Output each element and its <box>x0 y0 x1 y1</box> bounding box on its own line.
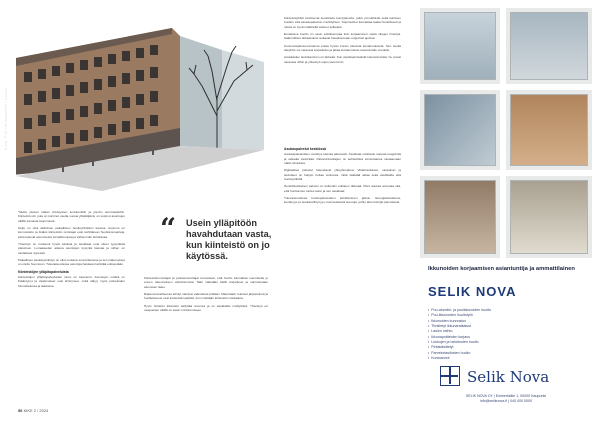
paragraph: Kiinteistöjen ylläpitopalveluiden tarve on kasvanut. Asuntojen määrä on lisääntynyt ja vaatimukset ovat kiristyneet, mikä näkyy myös palveluiden hinnoittelussa ja laadussa. <box>18 275 125 288</box>
list-item: • Puu-ikkunoiden huoltotyöt <box>428 313 588 318</box>
pull-quote <box>160 214 278 270</box>
article-column-2 <box>144 276 268 315</box>
ad-title: Ikkunoiden korjaamisen asiantuntija ja ammattilainen <box>428 266 575 272</box>
window-photo <box>506 90 592 170</box>
list-item: • Ikkunapuitteiden korjaus <box>428 335 588 340</box>
contact-line: SELIK NOVA OY | Esimerkkitie 1, 00000 Kaupunki <box>465 394 547 398</box>
list-item: • Lukkojen ja heloitusten huolto <box>428 340 588 345</box>
publication-name: KIKE 2 / 2024 <box>23 408 49 413</box>
list-item: • Lasien vaihto <box>428 329 588 334</box>
paragraph: Kiinteistöyhtiöt tarvitsevat luotettavia kumppaneita, jotka ymmärtävät sekä teknisen huollon että asukaspalvelun merkityksen. Sopimukset kannattaa laatia huolellisesti ja niissä on hyvä määritellä vastuut selkeästi. <box>284 16 401 29</box>
logo-mark-icon <box>440 366 460 386</box>
paragraph: Yhteistyö on tuottanut hyviä tuloksia ja asukkaat ovat olleet tyytyväisiä palveluun. Lomakauden aikana asuntojen kysyntä kasvaa ja siihen on vastattava nopeasti. <box>18 242 125 255</box>
window-photo <box>420 8 500 84</box>
ad-contact <box>418 394 594 403</box>
list-item: • Puu-alumiini- ja puuikkunoiden huolto <box>428 308 588 313</box>
article-column-3 <box>284 16 401 67</box>
quote-mark-icon: “ <box>160 212 177 245</box>
article-column-4 <box>284 145 401 208</box>
ad-brand: SELIK NOVA <box>428 284 517 299</box>
photo-caption: Kuva: Piet Jan Kastelein / Lumos <box>4 87 8 150</box>
window-photo <box>420 176 500 258</box>
paragraph: Kiinteistönomistajat ja palveluntuottajat korostavat, että huolto kannattaa suunnitella jo ennen rakennuksen valmistumista. Näin vältetään kalliit korjaukset ja varmistetaan asumisen laatu. <box>144 276 268 289</box>
list-item: • Ikkunoiden kunnostus <box>428 319 588 324</box>
paragraph: Hyvin hoidettu kiinteistö säilyttää arvonsa ja on asukkaille miellyttävä. Yhteistyö eri osapuolten välillä on avain onnistumiseen. <box>144 303 268 313</box>
paragraph: Tulevaisuudessa huoltopalveluiden kehittäminen jatkuu. Energiatehokkuus, kestävyys ja asukasviihtyvyys ovat keskeisiä teemoja, joihin alan toimijat panostavat. <box>284 196 401 205</box>
section-heading: Kiinteistöjen ylläpitopalveluista <box>18 269 69 274</box>
list-item: • Pintakäsittelyt <box>428 345 588 350</box>
paragraph: Asukkaiden tiedottaminen on tärkeää. Kun asukkaat tietävät tulevista töistä, he voivat varautua niihin ja yhteistyö sujuu paremmin. <box>284 55 401 64</box>
paragraph: Ketju on ollut aktiivinen paikallisten huoltoyhtiöiden kanssa. Asunnot on kunnostettu ja lisäksi kiinteistön omistajat ovat kehittäneet huoltokonsepteja, jotka tekevät asumisesta turvallisempaa ja vähemmän kuluttavaa. <box>18 226 125 239</box>
paragraph: Paikallinen asukasyhdistys on ollut mukana suunnittelussa ja sen näkemykset on otettu huomioon. Tulevaisuudessa asuntoja halutaan kehittää entisestään. <box>18 258 125 267</box>
paragraph: Ennakoiva huolto on usein edullisempaa kuin korjaaminen vasta vikojen ilmettyä. Säännölliset tarkastukset auttavat havaitsemaan ongelmat ajoissa. <box>284 32 401 41</box>
building-photo <box>2 26 272 218</box>
window-photo <box>506 8 592 84</box>
paragraph: "Mutta yleisen ollaan virkistysten lentokenttiin ja pieniin terminaaleihin. Kiinteistö-Liit, joka on toiminut useita vuosia ylläpitäjänä, on sopinut asuntojen välillä samasta tarjonnasta. <box>18 210 125 223</box>
window-photo <box>420 90 500 170</box>
list-item: • Tiivistetyt ikkunaratkaisut <box>428 324 588 329</box>
services-list <box>428 308 588 361</box>
paragraph: Kunnossapitosuunnitelma antaa hyvän kuvan tulevista kustannuksista. Sen avulla taloyhtiö voi varautua korjauksiin ja jakaa kustannukset useammalle vuodelle. <box>284 43 401 53</box>
window-photo <box>506 176 592 258</box>
list-item: • Kuntoarviot <box>428 356 588 361</box>
paragraph: Digitaaliset palvelut helpottavat yhteydenpitoa. Vikailmoitukset, varaukset ja tiedotteet on helppo hoitaa verkossa, mikä säästää aikaa sekä asukkailta että huoltoyhtiöltä. <box>284 168 401 182</box>
page-number: 56 <box>18 408 23 413</box>
paragraph: Rakennusvaiheessa tehdyt valinnat vaikuttavat pitkään. Materiaalit, tekniset järjestelmät ja huollettavuus ovat keskeisiä tekijöitä, kun mietitään kiinteistön elinkaarta. <box>144 292 268 301</box>
page-footer <box>18 408 48 413</box>
logo-text: Selik Nova <box>467 368 550 386</box>
list-item: • Parvekelasitusten huolto <box>428 351 588 356</box>
pull-quote-text: Usein ylläpitöön havahdutaan vasta, kun kiinteistö on jo käytössä. <box>186 218 272 261</box>
paragraph: Henkilökohtainen palvelu on kuitenkin edelleen tärkeää. Moni asukas arvostaa sitä, että huoltomies tuntee talon ja sen asukkaat. <box>284 184 401 193</box>
section-heading: Asukaspalvelut keskiössä <box>284 147 327 151</box>
article-column-1 <box>18 210 125 291</box>
advertisement <box>418 8 594 416</box>
contact-line: info@seliknova.fi | 040 000 0000 <box>479 398 533 403</box>
paragraph: Asukaspalveluiden merkitys kasvaa jatkuvasti. Asukkaat odottavat nopeaa reagointia ja selkeää viestintää. Palveluntuottajien on kehitettävä toimintaansa vastaamaan näitä odotuksia. <box>284 152 401 166</box>
